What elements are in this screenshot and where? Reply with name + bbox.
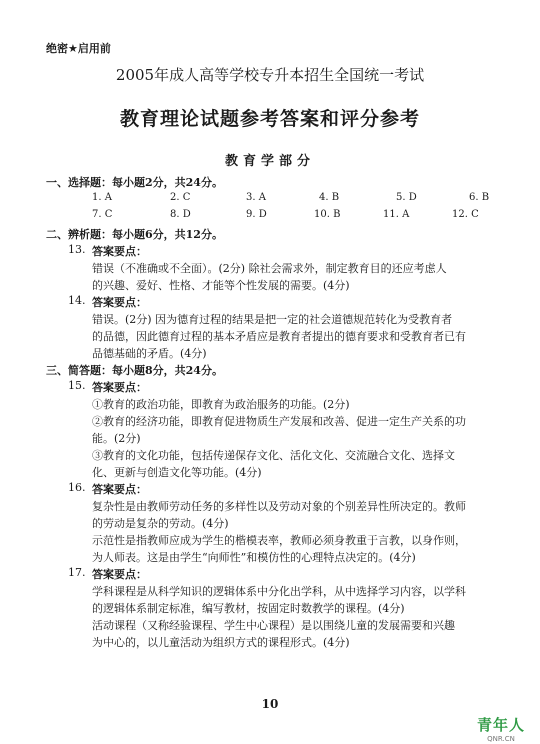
- question-13-line-1: 错误（不准确或不全面）。(2分) 除社会需求外，制定教育目的还应考虑人: [92, 262, 447, 275]
- question-16-heading: 答案要点：: [92, 483, 147, 496]
- question-16-line-4: 为人师表。这是由学生“向师性”和模仿性的心理特点决定的。(4分): [92, 551, 416, 564]
- question-16-number: 16.: [68, 481, 86, 494]
- question-17-heading: 答案要点：: [92, 568, 147, 581]
- question-14-line-2: 的品德，因此德育过程的基本矛盾应是教育者提出的德育要求和受教育者已有: [92, 330, 466, 343]
- question-17-line-3: 活动课程（又称经验课程、学生中心课程）是以围绕儿童的发展需要和兴趣: [92, 619, 455, 632]
- question-13-number: 13.: [68, 243, 86, 256]
- question-16-line-3: 示范性是指教师应成为学生的楷模表率，教师必须身教重于言教，以身作则，: [92, 534, 466, 547]
- answer-3: 3. A: [246, 192, 266, 203]
- question-17-line-1: 学科课程是从科学知识的逻辑体系中分化出学科，从中选择学习内容，以学科: [92, 585, 466, 598]
- question-16-line-2: 的劳动是复杂的劳动。(4分): [92, 517, 229, 530]
- section-1-title: 一、选择题：每小题2分，共24分。: [46, 176, 223, 189]
- answer-12: 12. C: [452, 209, 479, 220]
- question-13-heading: 答案要点：: [92, 245, 147, 258]
- page-number: 10: [261, 697, 279, 711]
- watermark-logo: [466, 714, 536, 743]
- part-title: 教育学部分: [224, 154, 315, 169]
- section-3-title: 三、简答题：每小题8分，共24分。: [46, 364, 223, 377]
- exam-title: 2005年成人高等学校专升本招生全国统一考试: [115, 66, 425, 84]
- answer-6: 6. B: [469, 192, 490, 203]
- answer-1: 1. A: [92, 192, 112, 203]
- question-14-number: 14.: [68, 294, 86, 307]
- question-15-line-3: 能。(2分): [92, 432, 141, 445]
- question-15-line-1: ①教育的政治功能，即教育为政治服务的功能。(2分): [92, 398, 350, 411]
- document-title: 教育理论试题参考答案和评分参考: [119, 108, 420, 130]
- answer-5: 5. D: [396, 192, 417, 203]
- question-17-line-4: 为中心的，以儿童活动为组织方式的课程形式。(4分): [92, 636, 350, 649]
- question-17-line-2: 的逻辑体系制定标准，编写教材，按固定时数教学的课程。(4分): [92, 602, 405, 615]
- answer-10: 10. B: [314, 209, 341, 220]
- answer-2: 2. C: [170, 192, 191, 203]
- question-15-line-2: ②教育的经济功能，即教育促进物质生产发展和改善、促进一定生产关系的功: [92, 415, 466, 428]
- confidential-label: 绝密★启用前: [46, 42, 111, 55]
- answer-8: 8. D: [170, 209, 191, 220]
- answer-7: 7. C: [92, 209, 113, 220]
- section-2-title: 二、辨析题：每小题6分，共12分。: [46, 228, 223, 241]
- question-14-line-3: 品德基础的矛盾。(4分): [92, 347, 207, 360]
- question-17-number: 17.: [68, 566, 86, 579]
- question-14-line-1: 错误。(2分) 因为德育过程的结果是把一定的社会道德规范转化为受教育者: [92, 313, 453, 326]
- answer-4: 4. B: [319, 192, 340, 203]
- question-15-line-5: 化、更新与创造文化等功能。(4分): [92, 466, 262, 479]
- watermark-text: 青年人: [476, 716, 525, 734]
- question-15-heading: 答案要点：: [92, 381, 147, 394]
- question-13-line-2: 的兴趣、爱好、性格、才能等个性发展的需要。(4分): [92, 279, 350, 292]
- answer-11: 11. A: [383, 209, 410, 220]
- watermark-subtext: QNR.CN: [487, 735, 515, 743]
- question-15-line-4: ③教育的文化功能，包括传递保存文化、活化文化、交流融合文化、选择文: [92, 449, 455, 462]
- question-16-line-1: 复杂性是由教师劳动任务的多样性以及劳动对象的个别差异性所决定的。教师: [92, 500, 466, 513]
- question-14-heading: 答案要点：: [92, 296, 147, 309]
- answer-9: 9. D: [246, 209, 267, 220]
- question-15-number: 15.: [68, 379, 86, 392]
